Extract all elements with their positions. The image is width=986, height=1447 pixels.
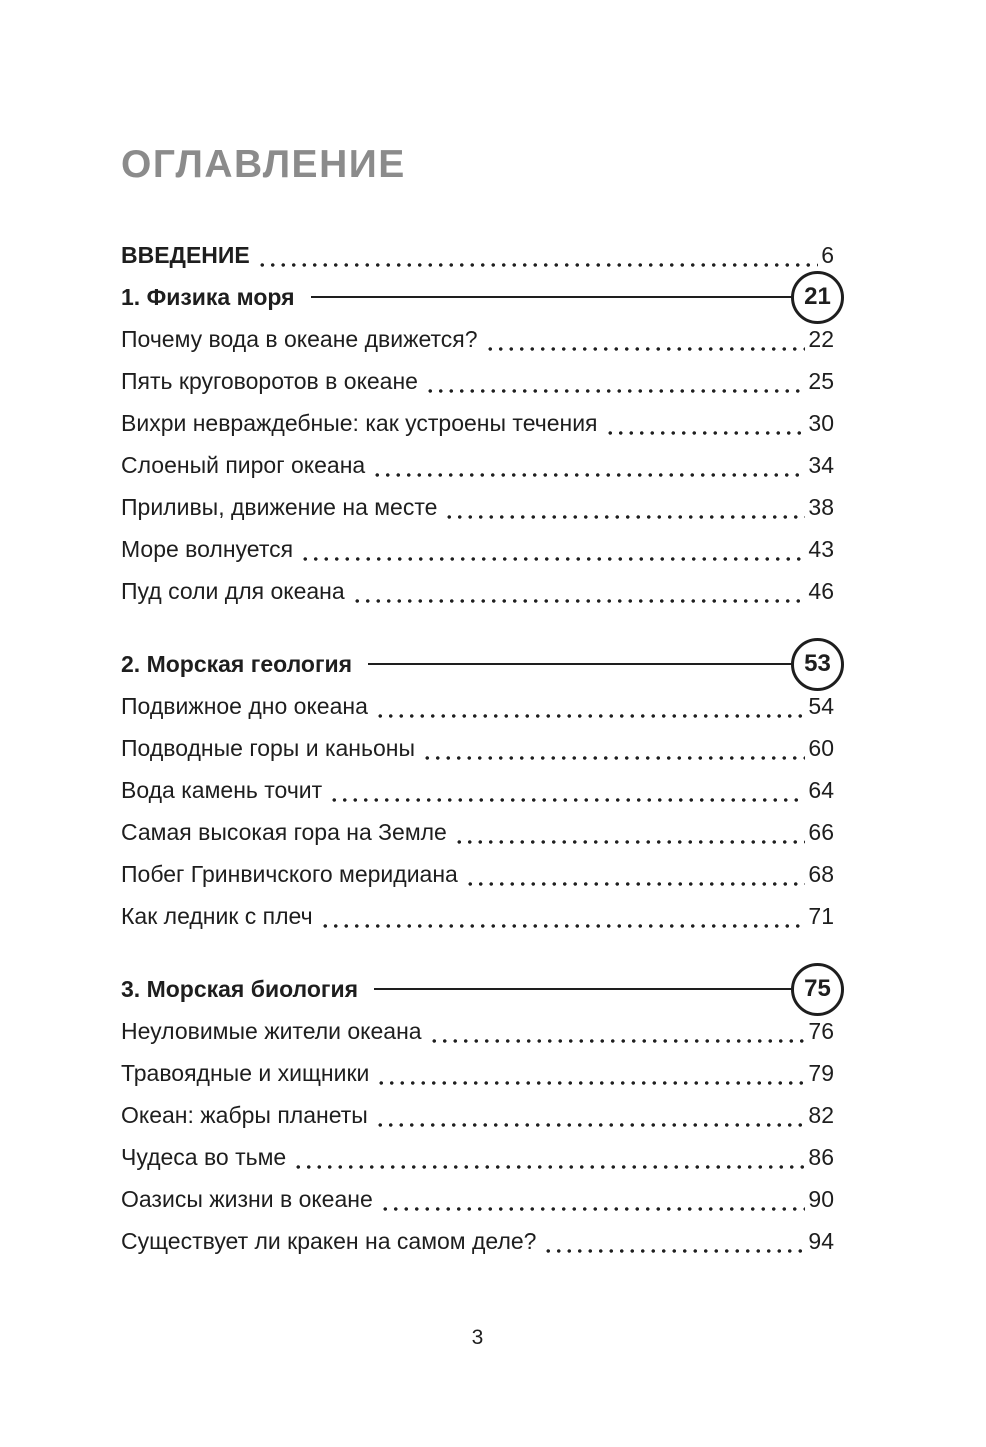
- toc-entry-page: 64: [808, 776, 834, 803]
- toc-entry-page: 25: [808, 367, 834, 394]
- toc-entry-page: 82: [808, 1101, 834, 1128]
- toc-entry-label: Побег Гринвичского меридиана: [121, 860, 458, 887]
- dot-leader: [543, 1220, 805, 1262]
- toc-entry[interactable]: [121, 1094, 834, 1136]
- toc-entry-page: 66: [808, 818, 834, 845]
- toc-entry-label: Пять круговоротов в океане: [121, 367, 418, 394]
- toc-entry[interactable]: [121, 318, 834, 360]
- table-of-contents: [121, 234, 834, 1262]
- toc-section-heading[interactable]: [121, 643, 834, 685]
- toc-entry[interactable]: [121, 769, 834, 811]
- dot-leader: [293, 1136, 805, 1178]
- dot-leader: [376, 1052, 805, 1094]
- toc-entry-page: 22: [808, 325, 834, 352]
- toc-entry[interactable]: [121, 1010, 834, 1052]
- toc-entry-label: Океан: жабры планеты: [121, 1101, 368, 1128]
- toc-entry[interactable]: [121, 444, 834, 486]
- toc-entry[interactable]: [121, 727, 834, 769]
- dot-leader: [425, 360, 805, 402]
- section-page-circle: [791, 271, 844, 324]
- toc-entry-label: Почему вода в океане движется?: [121, 325, 478, 352]
- section-rule: [374, 988, 793, 990]
- toc-section-title: 3. Морская биология: [121, 975, 359, 1002]
- dot-leader: [465, 853, 806, 895]
- dot-leader: [329, 769, 805, 811]
- toc-entry-page: 86: [808, 1143, 834, 1170]
- toc-entry-label: Слоеный пирог океана: [121, 451, 366, 478]
- toc-entry-label: ВВЕДЕНИЕ: [121, 241, 250, 268]
- toc-entry-page: 60: [808, 734, 834, 761]
- toc-section-page: 75: [804, 975, 831, 1002]
- toc-entry[interactable]: [121, 685, 834, 727]
- dot-leader: [372, 444, 805, 486]
- toc-entry-page: 38: [808, 493, 834, 520]
- dot-leader: [444, 486, 805, 528]
- dot-leader: [422, 727, 805, 769]
- dot-leader: [429, 1010, 806, 1052]
- toc-entry-label: Подводные горы и каньоны: [121, 734, 416, 761]
- toc-section-title: 1. Физика моря: [121, 283, 295, 310]
- dot-leader: [485, 318, 806, 360]
- toc-entry[interactable]: [121, 486, 834, 528]
- toc-entry-label: Приливы, движение на месте: [121, 493, 438, 520]
- toc-entry-label: Самая высокая гора на Земле: [121, 818, 447, 845]
- dot-leader: [300, 528, 805, 570]
- toc-section-heading[interactable]: [121, 276, 834, 318]
- toc-entry-page: 71: [808, 902, 834, 929]
- section-rule: [311, 296, 793, 298]
- toc-entry-label: Подвижное дно океана: [121, 692, 368, 719]
- toc-section-page: 21: [804, 283, 831, 310]
- toc-entry[interactable]: [121, 528, 834, 570]
- toc-entry-page: 76: [808, 1017, 834, 1044]
- page-title: ОГЛАВЛЕНИЕ: [121, 143, 406, 186]
- toc-entry-intro[interactable]: [121, 234, 834, 276]
- dot-leader: [605, 402, 806, 444]
- folio-page-number: 3: [471, 1326, 484, 1349]
- toc-entry-page: 46: [808, 577, 834, 604]
- toc-entry-page: 90: [808, 1185, 834, 1212]
- toc-entry-page: 54: [808, 692, 834, 719]
- toc-entry-page: 79: [808, 1059, 834, 1086]
- toc-entry[interactable]: [121, 811, 834, 853]
- toc-section-page: 53: [804, 650, 831, 677]
- dot-leader: [380, 1178, 806, 1220]
- dot-leader: [320, 895, 806, 937]
- toc-entry-label: Вода камень точит: [121, 776, 323, 803]
- dot-leader: [257, 234, 818, 276]
- toc-entry-label: Неуловимые жители океана: [121, 1017, 422, 1044]
- toc-entry[interactable]: [121, 1220, 834, 1262]
- toc-entry-label: Как ледник с плеч: [121, 902, 313, 929]
- toc-entry[interactable]: [121, 570, 834, 612]
- section-page-circle: [791, 963, 844, 1016]
- toc-entry[interactable]: [121, 853, 834, 895]
- toc-entry[interactable]: [121, 360, 834, 402]
- toc-entry[interactable]: [121, 1052, 834, 1094]
- toc-entry-label: Пуд соли для океана: [121, 577, 345, 604]
- toc-entry-page: 6: [821, 241, 834, 268]
- toc-entry-label: Существует ли кракен на самом деле?: [121, 1227, 537, 1254]
- toc-entry[interactable]: [121, 1178, 834, 1220]
- dot-leader: [352, 570, 806, 612]
- toc-entry-label: Вихри невраждебные: как устроены течения: [121, 409, 598, 436]
- toc-section-title: 2. Морская геология: [121, 650, 353, 677]
- toc-entry-label: Море волнуется: [121, 535, 294, 562]
- toc-entry[interactable]: [121, 1136, 834, 1178]
- section-rule: [368, 663, 793, 665]
- toc-entry-page: 94: [808, 1227, 834, 1254]
- toc-section-heading[interactable]: [121, 968, 834, 1010]
- toc-entry-page: 43: [808, 535, 834, 562]
- toc-entry-page: 30: [808, 409, 834, 436]
- section-page-circle: [791, 638, 844, 691]
- toc-entry-page: 34: [808, 451, 834, 478]
- toc-entry[interactable]: [121, 402, 834, 444]
- dot-leader: [375, 685, 806, 727]
- toc-entry-label: Травоядные и хищники: [121, 1059, 370, 1086]
- toc-entry-label: Оазисы жизни в океане: [121, 1185, 373, 1212]
- toc-entry[interactable]: [121, 895, 834, 937]
- dot-leader: [375, 1094, 806, 1136]
- toc-entry-label: Чудеса во тьме: [121, 1143, 287, 1170]
- toc-entry-page: 68: [808, 860, 834, 887]
- dot-leader: [454, 811, 806, 853]
